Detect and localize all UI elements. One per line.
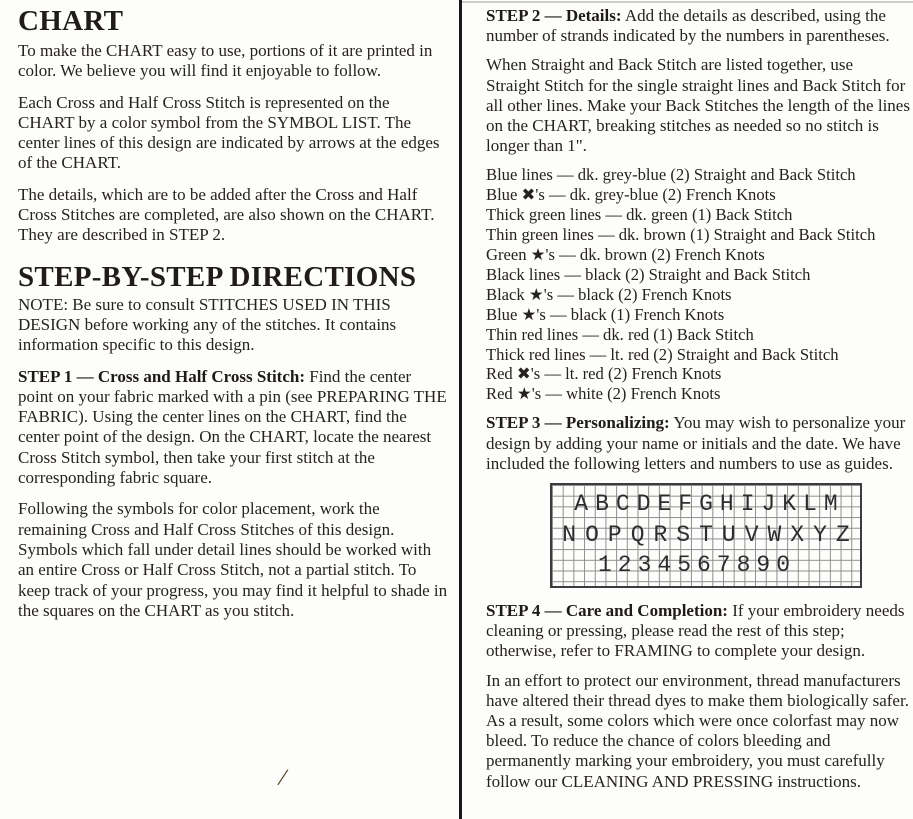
step3-lead: STEP 3 — Personalizing:: [486, 413, 670, 433]
step2-paragraph: [486, 6, 910, 46]
chart-paragraph-2: Each Cross and Half Cross Stitch is represented on the CHART by a color symbol from the SYMBOL LIST. The center lines of this design are indicated by arrows at the edges of the CHART.: [18, 92, 440, 173]
grid-numbers-row: 1234567890: [597, 551, 797, 578]
column-divider-line: [459, 0, 462, 819]
step1-paragraph: [18, 367, 450, 489]
step4-paragraph-2: In an effort to protect our environment, thread manufacturers have altered their thread dyes to make them biologically safer. As a result, some colors which were once colorfast may now bleed. To reduce the chance of colors bleeding and permanently marking your embroidery, you must carefully follow our CLEANING AND PRESSING instructions.: [486, 670, 909, 791]
list-item: Thin green lines — dk. brown (1) Straight and Back Stitch: [486, 225, 876, 245]
list-item: Black ★'s — black (2) French Knots: [486, 284, 732, 304]
list-item: Thin red lines — dk. red (1) Back Stitch: [486, 324, 754, 344]
step4-text: If your embroidery needs cleaning or pressing, please read the rest of this step; otherwise, refer to FRAMING to complete your design.: [486, 600, 905, 661]
list-item: Black lines — black (2) Straight and Back Stitch: [486, 264, 811, 284]
chart-paragraph-1: To make the CHART easy to use, portions of it are printed in color. We believe you will find it enjoyable to follow.: [18, 41, 433, 81]
list-item: Green ★'s — dk. brown (2) French Knots: [486, 245, 765, 265]
step1-paragraph-2: Following the symbols for color placement, work the remaining Cross and Half Cross Stitches of this design. Symbols which fall under detail lines should be worked with an entire Cross or Half Cross Stitch, not a partial stitch. To keep track of your progress, you may find it helpful to shade in the squares on the CHART as you stitch.: [18, 499, 448, 620]
list-item: Blue ✖'s — dk. grey-blue (2) French Knots: [486, 185, 776, 205]
list-item: Thick red lines — lt. red (2) Straight and Back Stitch: [486, 344, 839, 364]
chart-paragraph-3: The details, which are to be added after the Cross and Half Cross Stitches are completed, are also shown on the CHART. They are described in STEP 2.: [18, 184, 435, 245]
step1-text: Find the center point on your fabric marked with a pin (see PREPARING THE FABRIC). Using the center lines on the CHART, find the center point of the design. On the CHART, locate the nearest Cross Stitch symbol, then take your first stitch at the corresponding fabric square.: [18, 366, 447, 488]
step2-lead: STEP 2 — Details:: [486, 6, 622, 25]
stray-pen-mark: /: [277, 764, 288, 792]
step3-text: You may wish to personalize your design by adding your name or initials and the date. We have included the following letters and numbers to use as guides.: [486, 413, 906, 473]
step2-paragraph-2: When Straight and Back Stitch are listed together, use Straight Stitch for the single straight lines and Back Stitch for all other lines. Make your Back Stitches the length of the lines on the CHART, breaking stitches as needed so no stitch is longer than 1".: [486, 55, 910, 156]
step4-paragraph: [486, 601, 910, 662]
details-color-list: [486, 165, 910, 404]
grid-letters-row-2: NOPQRSTUVWXYZ: [562, 521, 859, 548]
list-item: Blue ★'s — black (1) French Knots: [486, 304, 725, 324]
grid-letters-row-1: ABCDEFGHIJKLM: [574, 490, 845, 517]
left-column: [18, 6, 450, 632]
step1-lead: STEP 1 — Cross and Half Cross Stitch:: [18, 366, 305, 386]
list-item: Thick green lines — dk. green (1) Back Stitch: [486, 205, 793, 225]
alphabet-stitch-grid: [550, 483, 862, 588]
step2-text: Add the details as described, using the number of strands indicated by the numbers in parentheses.: [486, 6, 890, 46]
directions-heading: STEP-BY-STEP DIRECTIONS: [18, 260, 417, 293]
step4-lead: STEP 4 — Care and Completion:: [486, 600, 728, 620]
scan-artifact-line: [462, 1, 913, 3]
list-item: Red ★'s — white (2) French Knots: [486, 384, 721, 404]
note-paragraph: NOTE: Be sure to consult STITCHES USED IN THIS DESIGN before working any of the stitches. It contains information specific to this design.: [18, 294, 397, 355]
right-column: [486, 6, 910, 801]
step3-paragraph: [486, 413, 910, 474]
list-item: Blue lines — dk. grey-blue (2) Straight and Back Stitch: [486, 165, 856, 185]
list-item: Red ✖'s — lt. red (2) French Knots: [486, 364, 722, 384]
chart-heading: CHART: [18, 5, 124, 37]
